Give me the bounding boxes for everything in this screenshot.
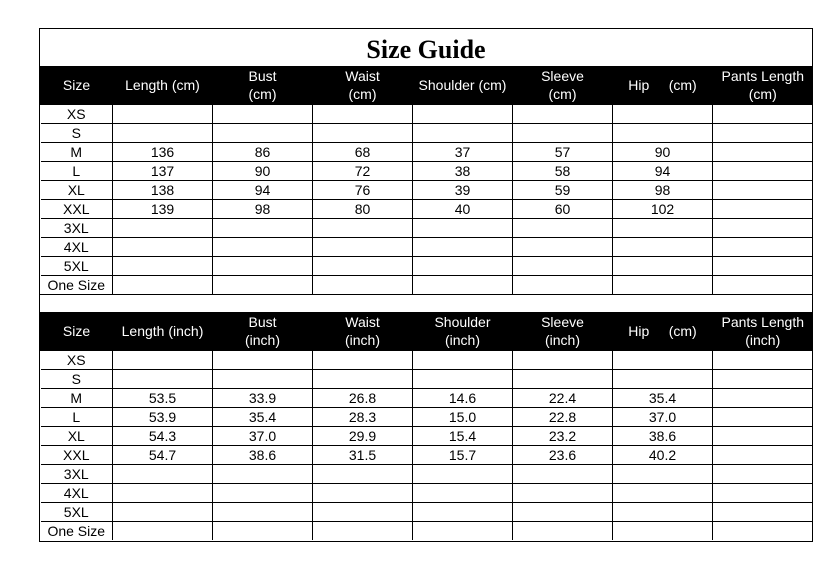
size-label-cell: 3XL [41, 465, 113, 484]
measurement-cell: 40 [413, 200, 513, 219]
column-header-text: Sleeve [541, 68, 584, 84]
measurement-cell: 15.4 [413, 427, 513, 446]
measurement-cell: 38.6 [613, 427, 713, 446]
measurement-cell: 54.3 [113, 427, 213, 446]
measurement-cell [213, 503, 313, 522]
table-row [41, 351, 813, 370]
measurement-cell [113, 484, 213, 503]
column-header [613, 312, 713, 351]
measurement-cell [513, 276, 613, 295]
measurement-cell: 38.6 [213, 446, 313, 465]
size-label-cell: One Size [41, 276, 113, 295]
measurement-cell [713, 503, 813, 522]
measurement-cell: 39 [413, 181, 513, 200]
size-label-cell: S [41, 124, 113, 143]
measurement-cell [613, 105, 713, 124]
table-row [41, 389, 813, 408]
size-label-cell: 4XL [41, 484, 113, 503]
size-table-inch [40, 312, 813, 540]
measurement-cell [313, 484, 413, 503]
measurement-cell [313, 105, 413, 124]
measurement-cell [713, 124, 813, 143]
column-header-text: Shoulder [434, 314, 491, 330]
measurement-cell [113, 370, 213, 389]
measurement-cell [713, 238, 813, 257]
column-header-text: Pants Length [721, 314, 804, 330]
measurement-cell [713, 446, 813, 465]
measurement-cell [313, 257, 413, 276]
measurement-cell: 76 [313, 181, 413, 200]
measurement-cell [413, 257, 513, 276]
size-label-cell: L [41, 162, 113, 181]
size-label-cell: XXL [41, 446, 113, 465]
size-label-cell: XL [41, 181, 113, 200]
column-header [41, 66, 113, 105]
measurement-cell [513, 257, 613, 276]
measurement-cell: 35.4 [213, 408, 313, 427]
measurement-cell: 22.8 [513, 408, 613, 427]
column-header [413, 312, 513, 351]
measurement-cell: 86 [213, 143, 313, 162]
size-label-cell: 4XL [41, 238, 113, 257]
measurement-cell [413, 219, 513, 238]
measurement-cell [213, 522, 313, 541]
measurement-cell [713, 522, 813, 541]
measurement-cell [513, 522, 613, 541]
measurement-cell [413, 105, 513, 124]
measurement-cell: 136 [113, 143, 213, 162]
size-label-cell: 5XL [41, 257, 113, 276]
measurement-cell: 35.4 [613, 389, 713, 408]
measurement-cell [713, 465, 813, 484]
column-header-text: (inch) [244, 332, 280, 348]
measurement-cell [313, 503, 413, 522]
column-header-text: Bust [248, 314, 277, 330]
measurement-cell [113, 105, 213, 124]
measurement-cell [613, 351, 713, 370]
measurement-cell: 23.2 [513, 427, 613, 446]
measurement-cell [413, 465, 513, 484]
measurement-cell [213, 465, 313, 484]
measurement-cell [113, 522, 213, 541]
table-header-row [41, 66, 813, 105]
column-header [513, 66, 613, 105]
measurement-cell [413, 124, 513, 143]
column-header-text: (inch) [745, 332, 781, 348]
size-table-cm [40, 66, 813, 294]
measurement-cell [613, 124, 713, 143]
size-label-cell: 3XL [41, 219, 113, 238]
measurement-cell [613, 219, 713, 238]
table-row [41, 181, 813, 200]
size-label-cell: M [41, 143, 113, 162]
measurement-cell: 54.7 [113, 446, 213, 465]
table-row [41, 162, 813, 181]
table-row [41, 238, 813, 257]
measurement-cell: 68 [313, 143, 413, 162]
table-row [41, 465, 813, 484]
measurement-cell [113, 219, 213, 238]
measurement-cell [313, 238, 413, 257]
measurement-cell: 38 [413, 162, 513, 181]
measurement-cell [113, 465, 213, 484]
table-row [41, 257, 813, 276]
measurement-cell [713, 427, 813, 446]
measurement-cell: 90 [213, 162, 313, 181]
measurement-cell: 59 [513, 181, 613, 200]
measurement-cell [613, 465, 713, 484]
table-row [41, 370, 813, 389]
measurement-cell [613, 370, 713, 389]
column-header-text: (cm) [748, 86, 777, 102]
column-header-text: (inch) [444, 332, 480, 348]
column-header [713, 66, 813, 105]
column-header [213, 66, 313, 105]
measurement-cell: 37.0 [613, 408, 713, 427]
column-header-text: (inch) [344, 332, 380, 348]
column-header-text: Length (inch) [121, 323, 204, 339]
measurement-cell [713, 370, 813, 389]
column-header-text: (cm) [248, 86, 277, 102]
measurement-cell: 22.4 [513, 389, 613, 408]
measurement-cell [613, 522, 713, 541]
measurement-cell [513, 105, 613, 124]
measurement-cell: 29.9 [313, 427, 413, 446]
measurement-cell: 53.5 [113, 389, 213, 408]
measurement-cell: 31.5 [313, 446, 413, 465]
size-label-cell: XXL [41, 200, 113, 219]
measurement-cell [713, 200, 813, 219]
measurement-cell: 98 [213, 200, 313, 219]
measurement-cell [613, 503, 713, 522]
measurement-cell: 37.0 [213, 427, 313, 446]
table-row [41, 408, 813, 427]
column-header-text: Bust [248, 68, 277, 84]
measurement-cell [713, 389, 813, 408]
measurement-cell [313, 124, 413, 143]
measurement-cell [313, 465, 413, 484]
measurement-cell [113, 503, 213, 522]
column-header-text: (inch) [544, 332, 580, 348]
column-header [41, 312, 113, 351]
size-label-cell: L [41, 408, 113, 427]
measurement-cell: 33.9 [213, 389, 313, 408]
measurement-cell [713, 143, 813, 162]
measurement-cell [613, 257, 713, 276]
table-row [41, 446, 813, 465]
measurement-cell [713, 105, 813, 124]
column-header-text: Hip (cm) [628, 323, 697, 339]
column-header [113, 66, 213, 105]
measurement-cell: 60 [513, 200, 613, 219]
column-header-text: (cm) [348, 86, 377, 102]
measurement-cell [613, 238, 713, 257]
table-row [41, 124, 813, 143]
measurement-cell: 137 [113, 162, 213, 181]
measurement-cell [213, 257, 313, 276]
measurement-cell: 53.9 [113, 408, 213, 427]
measurement-cell [713, 257, 813, 276]
measurement-cell: 58 [513, 162, 613, 181]
table-row [41, 427, 813, 446]
column-header-text: Waist [345, 68, 380, 84]
column-header-text: Sleeve [541, 314, 584, 330]
measurement-cell [213, 276, 313, 295]
column-header [613, 66, 713, 105]
size-label-cell: S [41, 370, 113, 389]
measurement-cell [313, 370, 413, 389]
column-header [313, 66, 413, 105]
size-label-cell: M [41, 389, 113, 408]
measurement-cell [713, 276, 813, 295]
measurement-cell [213, 351, 313, 370]
measurement-cell [113, 276, 213, 295]
measurement-cell [313, 219, 413, 238]
measurement-cell [213, 370, 313, 389]
measurement-cell [513, 484, 613, 503]
column-header [413, 66, 513, 105]
column-header [513, 312, 613, 351]
table-row [41, 276, 813, 295]
measurement-cell [513, 238, 613, 257]
column-header [713, 312, 813, 351]
measurement-cell [413, 370, 513, 389]
measurement-cell: 40.2 [613, 446, 713, 465]
measurement-cell [713, 351, 813, 370]
column-header [113, 312, 213, 351]
measurement-cell [213, 484, 313, 503]
measurement-cell [713, 181, 813, 200]
column-header-text: Shoulder (cm) [418, 77, 507, 93]
measurement-cell [213, 238, 313, 257]
size-label-cell: XS [41, 351, 113, 370]
measurement-cell [613, 276, 713, 295]
measurement-cell [713, 484, 813, 503]
table-row [41, 503, 813, 522]
measurement-cell: 15.7 [413, 446, 513, 465]
measurement-cell [713, 408, 813, 427]
measurement-cell [313, 276, 413, 295]
table-row [41, 484, 813, 503]
measurement-cell [413, 276, 513, 295]
measurement-cell: 102 [613, 200, 713, 219]
measurement-cell [113, 238, 213, 257]
measurement-cell [213, 124, 313, 143]
measurement-cell: 14.6 [413, 389, 513, 408]
measurement-cell [413, 484, 513, 503]
measurement-cell: 90 [613, 143, 713, 162]
table-row [41, 143, 813, 162]
table-header-row [41, 312, 813, 351]
measurement-cell: 28.3 [313, 408, 413, 427]
column-header [313, 312, 413, 351]
measurement-cell: 23.6 [513, 446, 613, 465]
size-label-cell: 5XL [41, 503, 113, 522]
table-separator [40, 294, 812, 313]
column-header-text: Waist [345, 314, 380, 330]
page-title: Size Guide [366, 35, 486, 64]
table-row [41, 200, 813, 219]
size-guide-frame [39, 28, 813, 542]
measurement-cell [413, 522, 513, 541]
measurement-cell: 138 [113, 181, 213, 200]
measurement-cell [513, 503, 613, 522]
measurement-cell [413, 503, 513, 522]
measurement-cell: 72 [313, 162, 413, 181]
measurement-cell [713, 162, 813, 181]
measurement-cell [613, 484, 713, 503]
measurement-cell [213, 219, 313, 238]
measurement-cell [113, 257, 213, 276]
measurement-cell: 26.8 [313, 389, 413, 408]
column-header-text: (cm) [548, 86, 577, 102]
size-label-cell: One Size [41, 522, 113, 541]
measurement-cell [513, 351, 613, 370]
measurement-cell: 15.0 [413, 408, 513, 427]
column-header-text: Size [62, 323, 91, 339]
measurement-cell: 94 [613, 162, 713, 181]
measurement-cell [313, 351, 413, 370]
measurement-cell [513, 370, 613, 389]
measurement-cell [413, 238, 513, 257]
measurement-cell [713, 219, 813, 238]
table-row [41, 219, 813, 238]
measurement-cell: 37 [413, 143, 513, 162]
measurement-cell [113, 351, 213, 370]
column-header-text: Hip (cm) [628, 77, 697, 93]
measurement-cell: 98 [613, 181, 713, 200]
size-label-cell: XS [41, 105, 113, 124]
size-label-cell: XL [41, 427, 113, 446]
table-row [41, 105, 813, 124]
column-header-text: Length (cm) [125, 77, 200, 93]
measurement-cell [113, 124, 213, 143]
measurement-cell [313, 522, 413, 541]
table-row [41, 522, 813, 541]
column-header-text: Size [62, 77, 91, 93]
measurement-cell: 80 [313, 200, 413, 219]
measurement-cell: 94 [213, 181, 313, 200]
column-header-text: Pants Length [721, 68, 804, 84]
measurement-cell [513, 124, 613, 143]
measurement-cell [413, 351, 513, 370]
measurement-cell: 57 [513, 143, 613, 162]
measurement-cell [513, 465, 613, 484]
measurement-cell [513, 219, 613, 238]
measurement-cell [213, 105, 313, 124]
measurement-cell: 139 [113, 200, 213, 219]
column-header [213, 312, 313, 351]
